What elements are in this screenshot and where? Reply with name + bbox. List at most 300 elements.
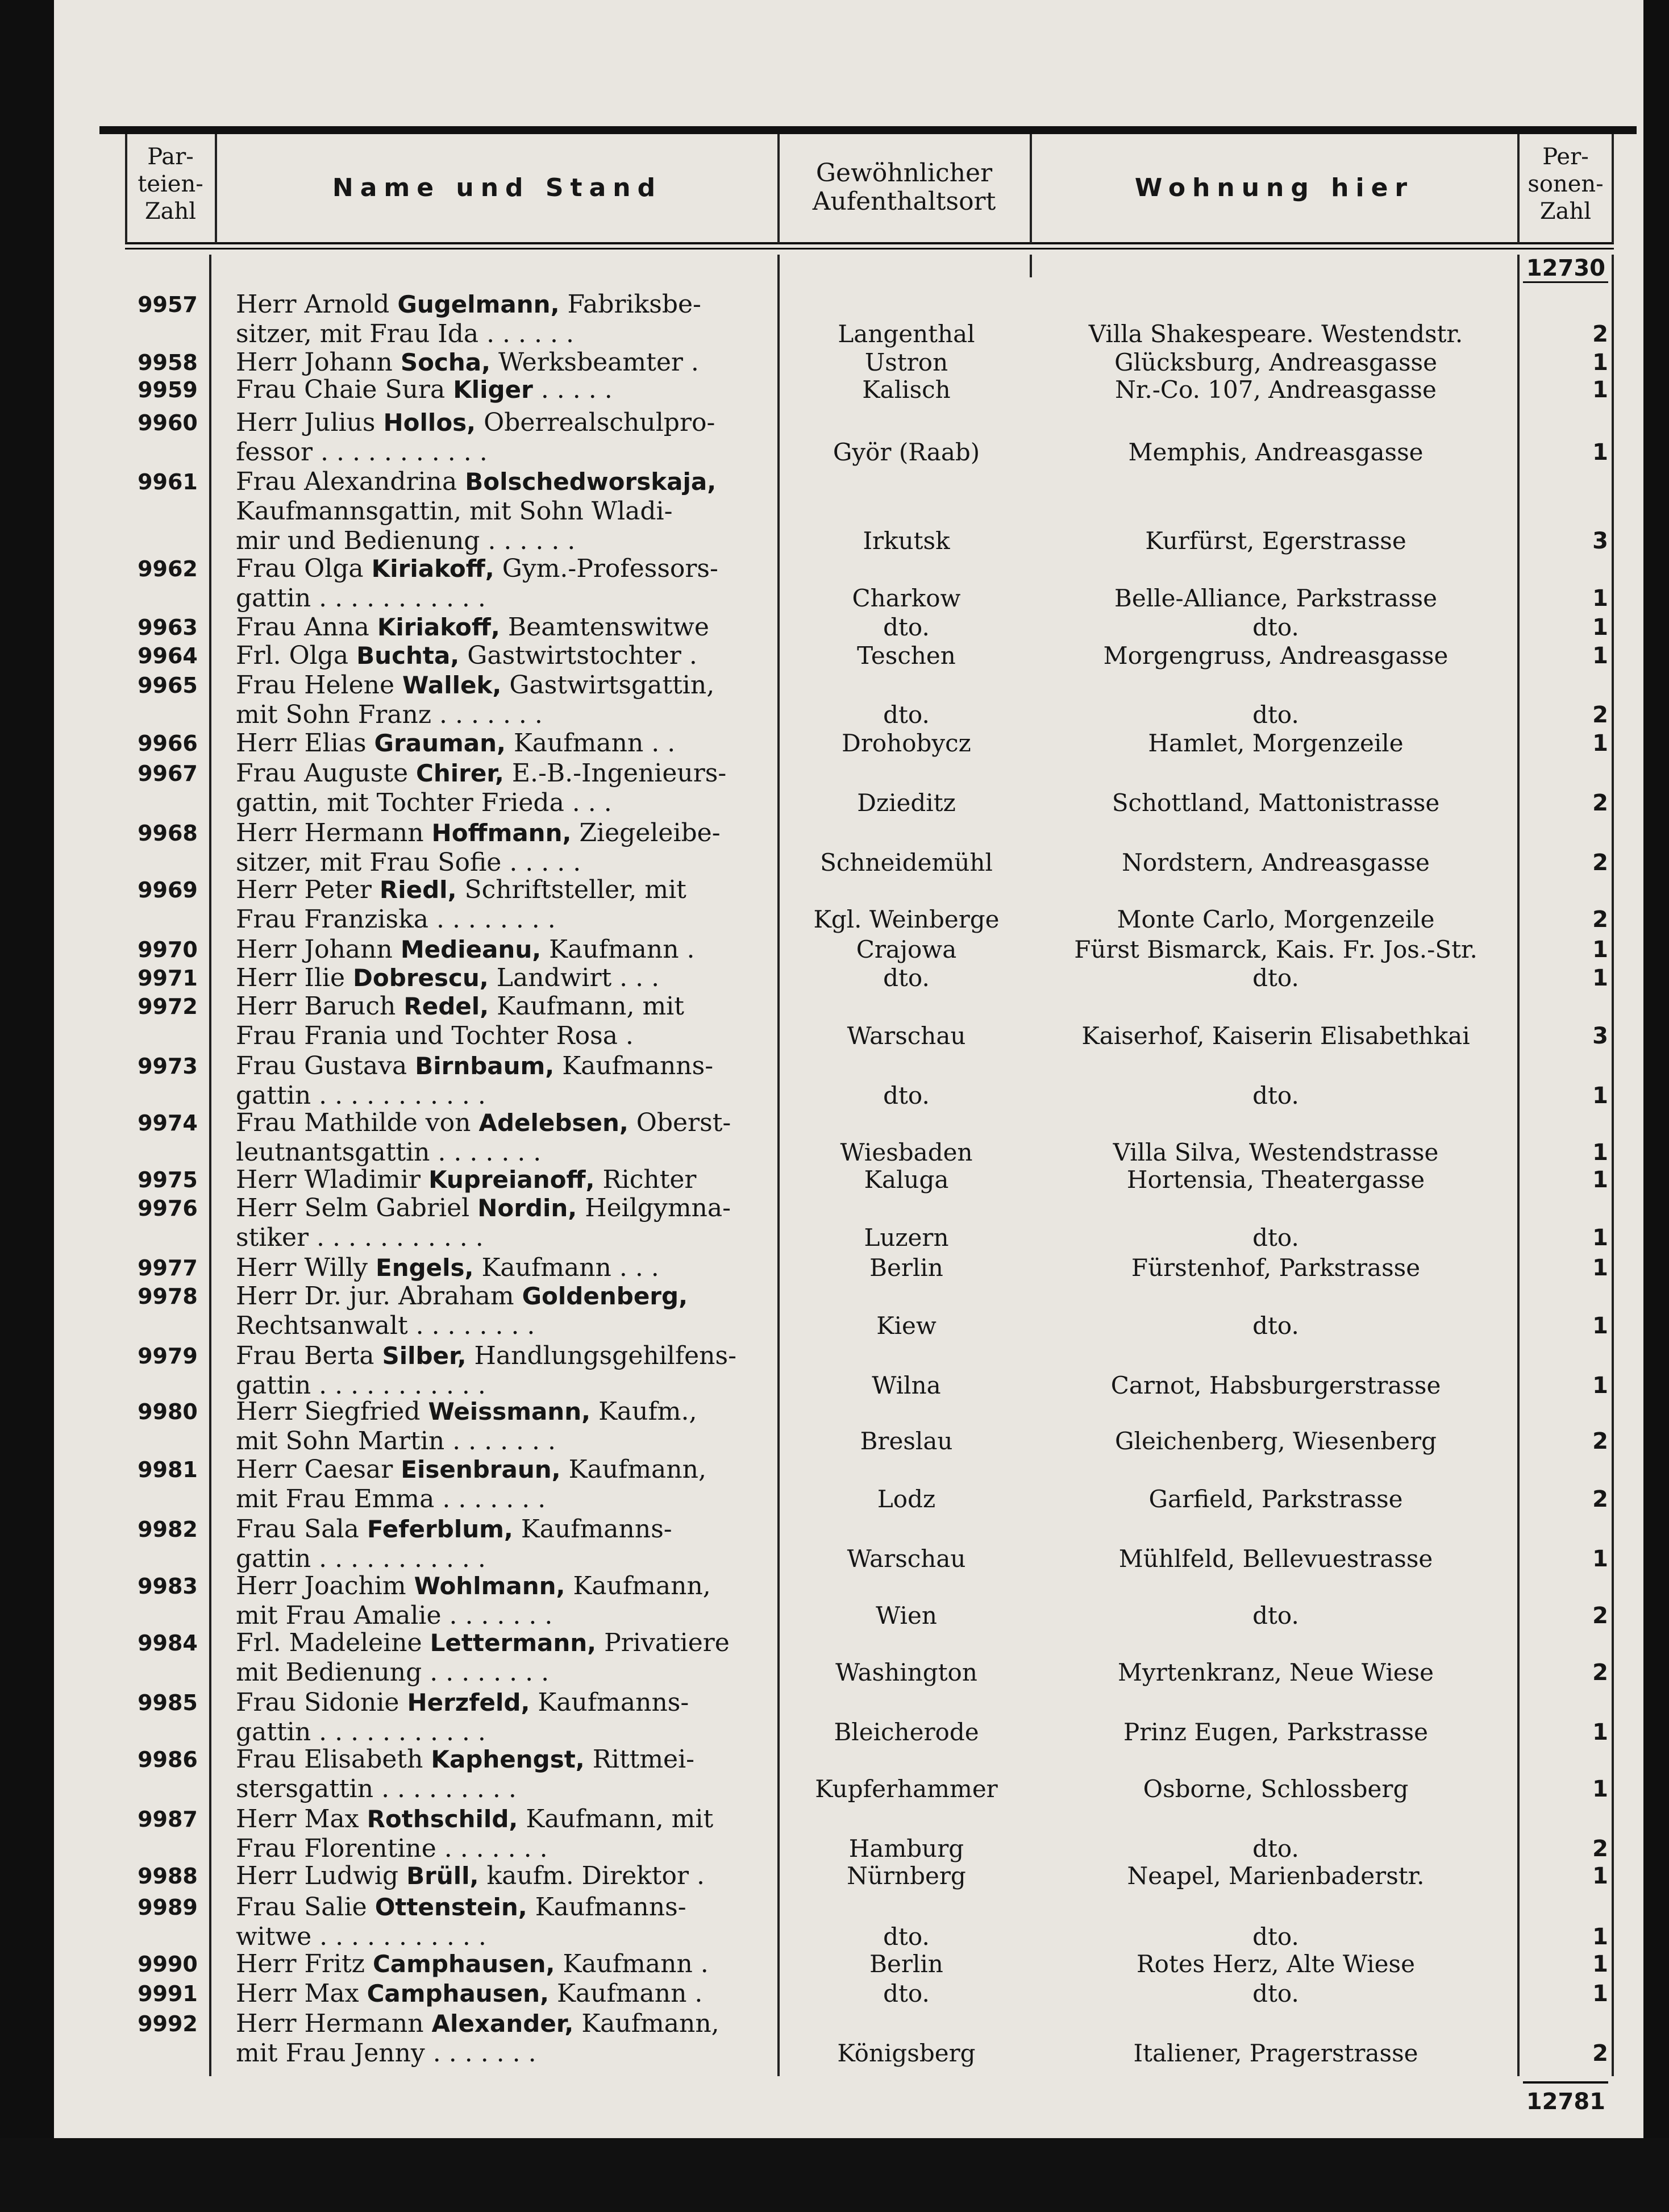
address-here: Prinz Eugen, Parkstrasse (1123, 1718, 1428, 1746)
name-and-status (236, 375, 776, 405)
surname: Eisenbraun, (401, 1456, 561, 1483)
name-and-status (236, 1949, 776, 1979)
address-here: Garfield, Parkstrasse (1148, 1485, 1403, 1513)
address-here: Hortensia, Theatergasse (1126, 1166, 1425, 1194)
surname: Feferblum, (367, 1515, 513, 1543)
name-line (236, 935, 776, 964)
status-text: Kaufmann . (549, 935, 695, 964)
name-and-status (236, 2009, 776, 2068)
status-text: Kaufmann, (573, 1571, 711, 1600)
person-count: 2 (1592, 1660, 1608, 1686)
status-continuation: fessor . . . . . . . . . . . (236, 438, 488, 467)
status-text: Richter (602, 1165, 697, 1194)
party-number: 9967 (138, 761, 198, 786)
name-line (236, 1979, 776, 2009)
surname: Weissmann, (428, 1398, 591, 1425)
person-count: 1 (1592, 1951, 1608, 1977)
name-line (236, 1108, 776, 1138)
status-continuation: gattin . . . . . . . . . . . (236, 1544, 486, 1573)
party-number: 9957 (138, 292, 198, 317)
person-count: 2 (1592, 2040, 1608, 2067)
status-text: Gym.-Professors- (502, 554, 718, 583)
status-text: Werksbeamter . (498, 348, 699, 377)
status-continuation: Kaufmannsgattin, mit Sohn Wladi- (236, 497, 673, 526)
name-prefix: Herr Peter (236, 875, 372, 904)
party-number: 9982 (138, 1517, 198, 1542)
name-and-status (236, 1571, 776, 1631)
name-prefix: Herr Joachim (236, 1571, 406, 1600)
party-number: 9973 (138, 1054, 198, 1079)
usual-residence: Königsberg (837, 2039, 976, 2067)
address-here: Myrtenkranz, Neue Wiese (1117, 1658, 1434, 1686)
party-number: 9960 (138, 410, 198, 435)
name-line (236, 1571, 776, 1601)
status-continuation: mit Sohn Franz . . . . . . . (236, 700, 543, 729)
body-divider (1517, 255, 1520, 2076)
party-number: 9988 (138, 1864, 198, 1889)
name-prefix: Herr Ilie (236, 963, 346, 992)
name-and-status (236, 1688, 776, 1747)
usual-residence: Warschau (847, 1545, 966, 1573)
status-text: Privatiere (604, 1628, 730, 1657)
usual-residence: Wilna (872, 1371, 941, 1399)
party-number: 9962 (138, 556, 198, 581)
usual-residence: Warschau (847, 1022, 966, 1050)
name-and-status (236, 759, 776, 818)
surname: Redel, (403, 992, 489, 1020)
name-and-status (236, 1108, 776, 1167)
header-bottom-rule (125, 242, 1614, 244)
surname: Grauman, (374, 729, 506, 757)
party-number: 9991 (138, 1981, 198, 2006)
address-here: Osborne, Schlossberg (1143, 1775, 1409, 1803)
usual-residence: Charkow (852, 584, 961, 612)
party-number: 9974 (138, 1111, 198, 1136)
usual-residence: dto. (883, 613, 930, 641)
status-text: Fabriksbe- (567, 290, 701, 319)
name-prefix: Herr Hermann (236, 2009, 424, 2038)
address-here: Villa Silva, Westendstrasse (1113, 1138, 1439, 1166)
body-divider (777, 255, 780, 2076)
name-line (236, 348, 776, 377)
person-count: 1 (1592, 377, 1608, 403)
status-continuation: mit Frau Amalie . . . . . . . (236, 1601, 553, 1630)
usual-residence: Schneidemühl (820, 849, 993, 876)
usual-residence: Bleicherode (834, 1718, 979, 1746)
name-and-status (236, 875, 776, 934)
status-continuation: gattin . . . . . . . . . . . (236, 1371, 486, 1400)
name-and-status (236, 467, 776, 556)
person-count: 2 (1592, 1836, 1608, 1862)
body-divider (1030, 255, 1032, 277)
name-line (236, 1194, 776, 1223)
party-number: 9958 (138, 350, 198, 375)
usual-residence: Nürnberg (847, 1862, 966, 1890)
party-number: 9981 (138, 1457, 198, 1482)
name-line (236, 1949, 776, 1979)
address-here: dto. (1252, 1312, 1299, 1340)
surname: Bolschedworskaja, (465, 468, 717, 496)
status-text: kaufm. Direktor . (486, 1861, 705, 1890)
status-text: Gastwirtstochter . (467, 641, 697, 670)
name-prefix: Herr Johann (236, 935, 393, 964)
status-text: Kaufmanns- (538, 1688, 689, 1717)
address-here: Mühlfeld, Bellevuestrasse (1118, 1545, 1433, 1573)
name-line (236, 759, 776, 788)
person-count: 2 (1592, 702, 1608, 728)
status-text: Handlungsgehilfens- (474, 1341, 736, 1370)
name-line (236, 1628, 776, 1658)
address-here: Kurfürst, Egerstrasse (1145, 527, 1406, 555)
name-prefix: Herr Caesar (236, 1455, 393, 1484)
name-and-status (236, 1282, 776, 1341)
status-text: Landwirt . . . (496, 963, 660, 992)
name-line (236, 2009, 776, 2039)
person-count: 2 (1592, 1603, 1608, 1629)
party-number: 9971 (138, 966, 198, 991)
usual-residence: dto. (883, 1980, 930, 2007)
status-continuation: gattin . . . . . . . . . . . (236, 1081, 486, 1110)
person-count: 1 (1592, 350, 1608, 376)
header-person-count: Per- sonen- Zahl (1528, 144, 1604, 224)
address-here: Hamlet, Morgenzeile (1148, 729, 1404, 757)
surname: Chirer, (416, 759, 504, 787)
surname: Riedl, (379, 876, 457, 904)
name-line (236, 1515, 776, 1544)
status-continuation: sitzer, mit Frau Ida . . . . . . (236, 319, 574, 348)
address-here: Nordstern, Andreasgasse (1122, 849, 1430, 876)
scan-border-bottom (0, 2138, 1669, 2212)
person-count: 1 (1592, 965, 1608, 991)
person-count: 1 (1592, 1373, 1608, 1399)
name-prefix: Frau Chaie Sura (236, 375, 446, 404)
address-here: dto. (1252, 1923, 1299, 1951)
usual-residence: Kgl. Weinberge (813, 905, 1000, 933)
party-number: 9978 (138, 1284, 198, 1309)
name-and-status (236, 290, 776, 349)
status-text: Heilgymna- (585, 1194, 731, 1223)
status-text: Kaufmann . . . (481, 1253, 659, 1282)
person-count: 2 (1592, 321, 1608, 347)
party-number: 9976 (138, 1196, 198, 1221)
address-here: Fürst Bismarck, Kais. Fr. Jos.-Str. (1074, 935, 1477, 963)
person-count: 1 (1592, 937, 1608, 963)
name-and-status (236, 1051, 776, 1111)
status-continuation: gattin . . . . . . . . . . . (236, 1718, 486, 1747)
surname: Brüll, (406, 1862, 479, 1890)
address-here: Kaiserhof, Kaiserin Elisabethkai (1081, 1022, 1470, 1050)
status-continuation: leutnantsgattin . . . . . . . (236, 1138, 542, 1167)
usual-residence: dto. (883, 1082, 930, 1109)
address-here: dto. (1252, 1835, 1299, 1862)
status-text: Oberrealschulpro- (484, 408, 715, 437)
address-here: Glücksburg, Andreasgasse (1114, 348, 1437, 376)
person-count: 1 (1592, 585, 1608, 612)
name-prefix: Frau Alexandrina (236, 467, 457, 496)
surname: Medieanu, (400, 935, 542, 963)
usual-residence: Breslau (860, 1427, 953, 1455)
name-line (236, 467, 776, 497)
status-continuation: Frau Franziska . . . . . . . . (236, 905, 556, 934)
name-prefix: Frau Olga (236, 554, 364, 583)
surname: Camphausen, (367, 1980, 550, 2007)
name-and-status (236, 1628, 776, 1687)
person-count: 1 (1592, 1863, 1608, 1889)
usual-residence: Berlin (869, 1950, 943, 1978)
header-party-number: Par- teien- Zahl (138, 144, 203, 224)
person-count: 1 (1592, 1225, 1608, 1251)
person-count: 1 (1592, 1140, 1608, 1166)
name-and-status (236, 671, 776, 730)
party-number: 9964 (138, 643, 198, 668)
name-prefix: Herr Arnold (236, 290, 390, 319)
name-line (236, 1397, 776, 1427)
status-text: Rittmei- (592, 1745, 695, 1774)
name-line (236, 1282, 776, 1311)
name-and-status (236, 1194, 776, 1253)
address-here: Schottland, Mattonistrasse (1112, 789, 1440, 817)
address-here: dto. (1252, 1980, 1299, 2007)
name-and-status (236, 1341, 776, 1400)
name-and-status (236, 1455, 776, 1514)
usual-residence: Ustron (864, 348, 948, 376)
name-and-status (236, 408, 776, 467)
usual-residence: Teschen (857, 642, 956, 670)
status-continuation: mit Frau Jenny . . . . . . . (236, 2039, 536, 2068)
usual-residence: dto. (883, 701, 930, 729)
usual-residence: Hamburg (848, 1835, 964, 1862)
status-text: Oberst- (636, 1108, 731, 1137)
address-here: dto. (1252, 964, 1299, 992)
usual-residence: Wien (876, 1602, 937, 1629)
name-line (236, 1745, 776, 1774)
usual-residence: Berlin (869, 1254, 943, 1282)
party-number: 9959 (138, 377, 198, 402)
name-and-status (236, 1397, 776, 1456)
address-here: dto. (1252, 1602, 1299, 1629)
name-prefix: Herr Fritz (236, 1949, 365, 1978)
surname: Hoffmann, (431, 819, 572, 847)
status-continuation: stersgattin . . . . . . . . . (236, 1774, 517, 1803)
surname: Wallek, (402, 671, 502, 699)
person-count: 3 (1592, 528, 1608, 554)
name-line (236, 1051, 776, 1081)
party-number: 9972 (138, 994, 198, 1019)
party-number: 9975 (138, 1167, 198, 1192)
name-line (236, 729, 776, 758)
name-prefix: Frau Sala (236, 1515, 359, 1544)
name-prefix: Frl. Madeleine (236, 1628, 422, 1657)
header-bottom-rule-2 (125, 248, 1614, 250)
party-number: 9966 (138, 731, 198, 756)
name-prefix: Herr Dr. jur. Abraham (236, 1282, 514, 1311)
status-continuation: Frau Florentine . . . . . . . (236, 1834, 548, 1863)
name-and-status (236, 935, 776, 964)
name-prefix: Frau Berta (236, 1341, 374, 1370)
usual-residence: Langenthal (838, 320, 975, 348)
name-and-status (236, 1165, 776, 1195)
status-continuation: mit Bedienung . . . . . . . . (236, 1658, 550, 1687)
status-text: Beamtenswitwe (507, 613, 709, 642)
usual-residence: Kupferhammer (815, 1775, 998, 1803)
name-line (236, 290, 776, 319)
party-number: 9980 (138, 1399, 198, 1424)
usual-residence: dto. (883, 964, 930, 992)
name-prefix: Frau Elisabeth (236, 1745, 423, 1774)
name-prefix: Herr Max (236, 1804, 359, 1833)
surname: Ottenstein, (374, 1893, 527, 1921)
name-and-status (236, 1804, 776, 1864)
name-and-status (236, 1515, 776, 1574)
person-count: 1 (1592, 730, 1608, 756)
status-continuation: gattin . . . . . . . . . . . (236, 584, 486, 613)
status-continuation: witwe . . . . . . . . . . . (236, 1922, 486, 1951)
address-here: Belle-Alliance, Parkstrasse (1114, 584, 1437, 612)
surname: Kliger (453, 376, 533, 404)
person-count: 1 (1592, 1167, 1608, 1193)
usual-residence: Drohobycz (842, 729, 971, 757)
name-line (236, 1455, 776, 1485)
person-count: 1 (1592, 643, 1608, 669)
address-here: Rotes Herz, Alte Wiese (1137, 1950, 1415, 1978)
usual-residence: Wiesbaden (840, 1138, 973, 1166)
party-number: 9977 (138, 1255, 198, 1280)
usual-residence: Kalisch (862, 376, 951, 404)
name-prefix: Herr Willy (236, 1253, 368, 1282)
name-line (236, 408, 776, 438)
party-number: 9969 (138, 878, 198, 903)
final-total: 12781 (1526, 2089, 1605, 2115)
party-number: 9989 (138, 1895, 198, 1920)
party-number: 9987 (138, 1807, 198, 1832)
party-number: 9985 (138, 1690, 198, 1715)
usual-residence: dto. (883, 1923, 930, 1951)
status-continuation: gattin, mit Tochter Frieda . . . (236, 788, 612, 817)
address-here: Gleichenberg, Wiesenberg (1114, 1427, 1437, 1455)
person-count: 2 (1592, 1486, 1608, 1512)
top-double-rule (99, 126, 1637, 134)
name-and-status (236, 1861, 776, 1891)
surname: Birnbaum, (415, 1052, 555, 1080)
status-text: Kaufmanns- (521, 1515, 672, 1544)
usual-residence: Dzieditz (857, 789, 956, 817)
address-here: Monte Carlo, Morgenzeile (1117, 905, 1435, 933)
name-prefix: Herr Selm Gabriel (236, 1194, 470, 1223)
name-line (236, 1341, 776, 1371)
name-and-status (236, 818, 776, 878)
name-prefix: Frau Salie (236, 1893, 367, 1922)
surname: Camphausen, (372, 1950, 555, 1978)
usual-residence: Irkutsk (863, 527, 950, 555)
status-text: Kaufm., (598, 1397, 697, 1426)
usual-residence: Washington (835, 1658, 977, 1686)
name-prefix: Frau Auguste (236, 759, 409, 788)
name-prefix: Herr Ludwig (236, 1861, 399, 1890)
name-and-status (236, 992, 776, 1051)
status-continuation: mit Frau Emma . . . . . . . (236, 1485, 546, 1514)
name-and-status (236, 1253, 776, 1283)
name-line (236, 1861, 776, 1891)
status-text: Kaufmanns- (535, 1893, 686, 1922)
address-here: Nr.-Co. 107, Andreasgasse (1115, 376, 1437, 404)
name-line (236, 818, 776, 848)
status-continuation: Frau Frania und Tochter Rosa . (236, 1021, 634, 1050)
person-count: 1 (1592, 1546, 1608, 1572)
surname: Hollos, (383, 409, 476, 436)
name-line (236, 613, 776, 642)
status-text: Kaufmann . (557, 1979, 703, 2008)
status-continuation: sitzer, mit Frau Sofie . . . . . (236, 848, 581, 877)
address-here: Villa Shakespeare. Westendstr. (1088, 320, 1463, 348)
status-continuation: mir und Bedienung . . . . . . (236, 526, 576, 555)
person-count: 1 (1592, 1776, 1608, 1802)
person-count: 1 (1592, 1313, 1608, 1339)
header-address-here: Wohnung hier (1134, 173, 1414, 202)
party-number: 9990 (138, 1952, 198, 1977)
status-text: Kaufmann, (581, 2009, 719, 2038)
party-number: 9983 (138, 1574, 198, 1599)
name-and-status (236, 1745, 776, 1804)
person-count: 1 (1592, 1719, 1608, 1745)
name-line (236, 1165, 776, 1195)
surname: Gugelmann, (397, 290, 560, 318)
person-count: 1 (1592, 439, 1608, 465)
name-prefix: Herr Johann (236, 348, 393, 377)
address-here: Carnot, Habsburgerstrasse (1110, 1371, 1441, 1399)
surname: Alexander, (431, 2010, 574, 2038)
name-prefix: Herr Siegfried (236, 1397, 421, 1426)
name-line (236, 875, 776, 905)
surname: Adelebsen, (478, 1109, 629, 1137)
usual-residence: Luzern (864, 1224, 949, 1251)
scan-border-right (1643, 0, 1669, 2212)
name-prefix: Frau Helene (236, 671, 395, 700)
name-and-status (236, 729, 776, 758)
address-here: Fürstenhof, Parkstrasse (1131, 1254, 1421, 1282)
name-prefix: Herr Julius (236, 408, 376, 437)
surname: Rothschild, (367, 1805, 518, 1833)
person-count: 1 (1592, 1083, 1608, 1109)
header-usual-residence: Gewöhnlicher Aufenthaltsort (812, 159, 996, 216)
usual-residence: Lodz (877, 1485, 936, 1513)
usual-residence: Györ (Raab) (833, 438, 980, 466)
party-number: 9984 (138, 1631, 198, 1656)
body-divider (1612, 255, 1614, 2076)
status-continuation: Rechtsanwalt . . . . . . . . (236, 1311, 535, 1340)
name-line (236, 992, 776, 1021)
name-line (236, 1688, 776, 1718)
surname: Goldenberg, (522, 1282, 688, 1310)
surname: Kiriakoff, (371, 555, 494, 583)
address-here: Memphis, Andreasgasse (1128, 438, 1424, 466)
status-text: Kaufmann . . (513, 729, 676, 758)
surname: Silber, (382, 1342, 467, 1370)
surname: Kaphengst, (431, 1745, 585, 1773)
name-prefix: Frl. Olga (236, 641, 349, 670)
person-count: 2 (1592, 850, 1608, 876)
name-and-status (236, 963, 776, 993)
person-count: 3 (1592, 1023, 1608, 1049)
person-count: 2 (1592, 907, 1608, 933)
status-text: Kaufmann . (563, 1949, 709, 1978)
name-and-status (236, 613, 776, 642)
scan-border-left (0, 0, 54, 2212)
name-and-status (236, 1893, 776, 1952)
usual-residence: Kiew (876, 1312, 937, 1340)
status-text: E.-B.-Ingenieurs- (511, 759, 727, 788)
person-count: 1 (1592, 1981, 1608, 2007)
name-prefix: Herr Wladimir (236, 1165, 421, 1194)
